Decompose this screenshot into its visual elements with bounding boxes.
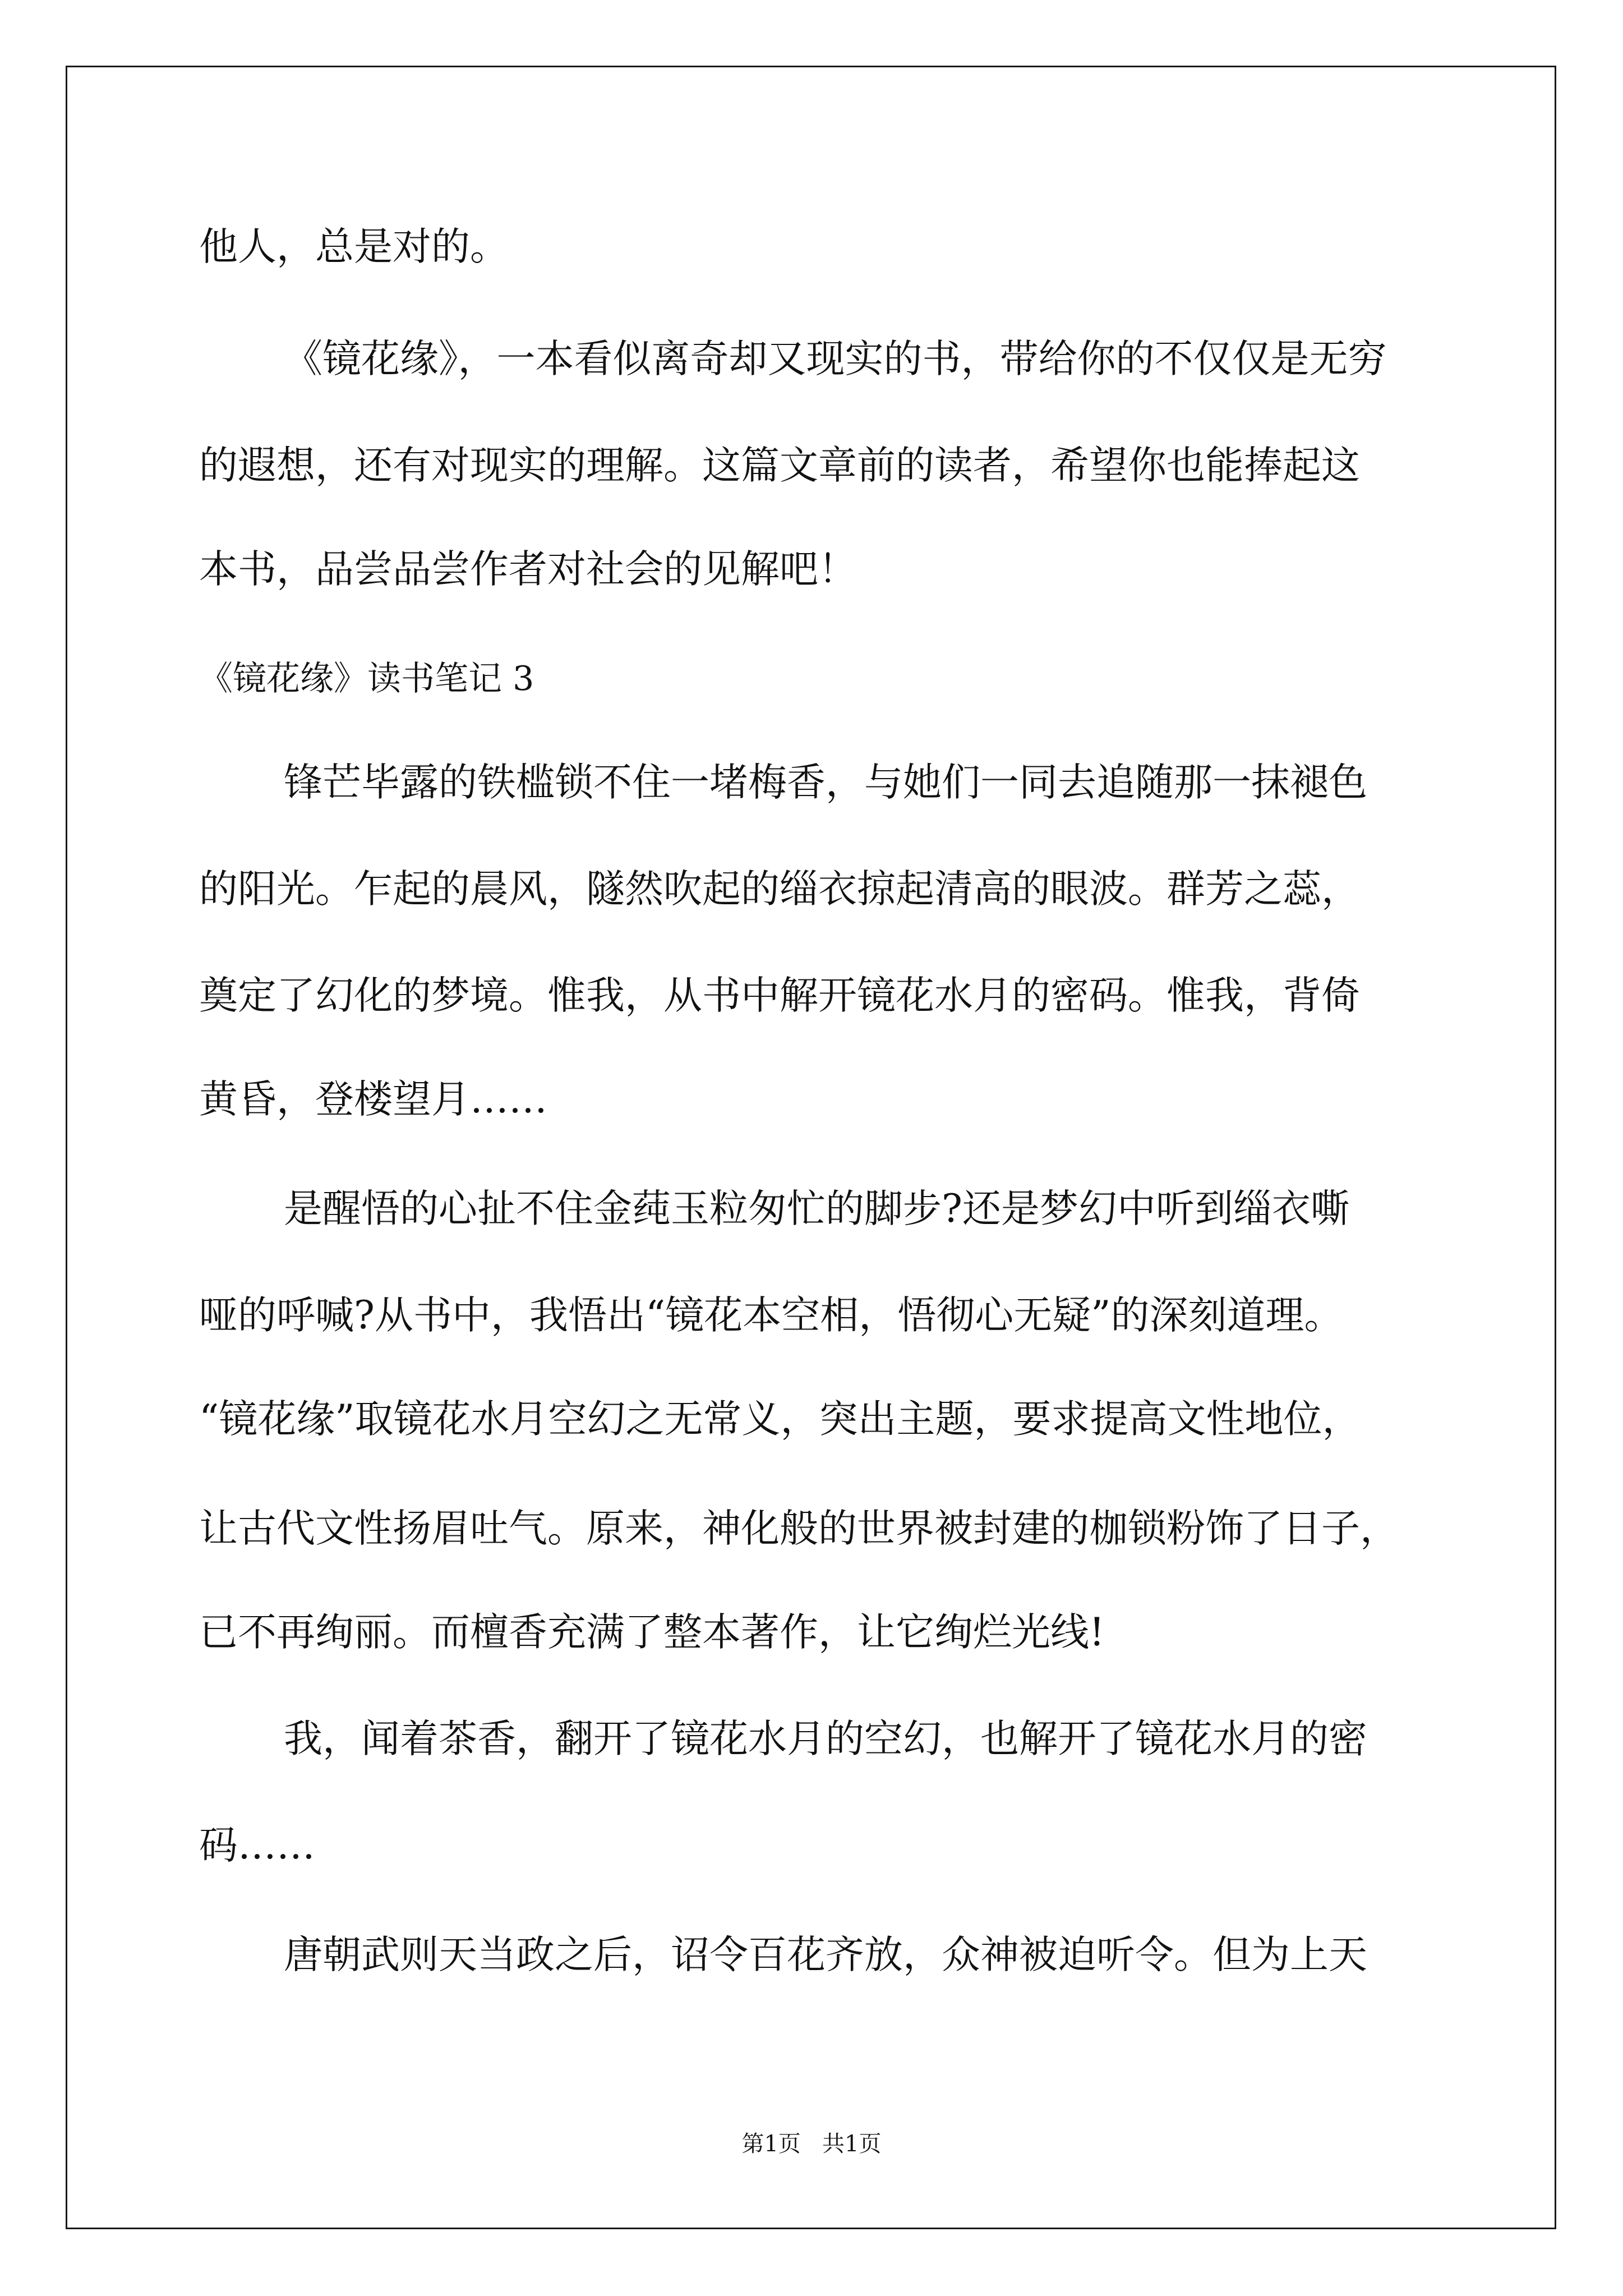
text-line: “镜花缘”取镜花水月空幻之无常义，突出主题，要求提高文性地位， — [199, 1397, 1361, 1442]
page-number-footer: 第1页 共1页 — [741, 2131, 882, 2157]
text-line: 锋芒毕露的铁槛锁不住一堵梅香，与她们一同去追随那一抹褪色 — [284, 760, 1367, 805]
text-line: 已不再绚丽。而檀香充满了整本著作，让它绚烂光线! — [199, 1610, 1105, 1655]
text-line: 的遐想，还有对现实的理解。这篇文章前的读者，希望你也能捧起这 — [199, 443, 1360, 488]
text-line: 黄昏，登楼望月…… — [199, 1077, 547, 1122]
text-line: 的阳光。乍起的晨风，隧然吹起的缁衣掠起清高的眼波。群芳之蕊， — [199, 867, 1360, 912]
text-line: 我，闻着茶香，翻开了镜花水月的空幻，也解开了镜花水月的密 — [284, 1717, 1367, 1761]
text-line: 是醒悟的心扯不住金莼玉粒匆忙的脚步?还是梦幻中听到缁衣嘶 — [284, 1186, 1349, 1231]
text-line: 《镜花缘》，一本看似离奇却又现实的书，带给你的不仅仅是无穷 — [284, 337, 1387, 381]
text-line: 码…… — [199, 1823, 315, 1868]
text-line: 让古代文性扬眉吐气。原来，神化般的世界被封建的枷锁粉饰了日子， — [199, 1506, 1399, 1551]
text-line: 唐朝武则天当政之后，诏令百花齐放，众神被迫听令。但为上天 — [284, 1932, 1367, 1977]
page-border — [66, 66, 1556, 2229]
section-heading: 《镜花缘》读书笔记 3 — [199, 659, 534, 698]
text-line: 本书，品尝品尝作者对社会的见解吧！ — [199, 547, 857, 592]
text-line: 哑的呼喊?从书中，我悟出“镜花本空相，悟彻心无疑”的深刻道理。 — [199, 1293, 1343, 1338]
text-line: 奠定了幻化的梦境。惟我，从书中解开镜花水月的密码。惟我，背倚 — [199, 973, 1360, 1018]
text-line: 他人，总是对的。 — [199, 224, 509, 269]
